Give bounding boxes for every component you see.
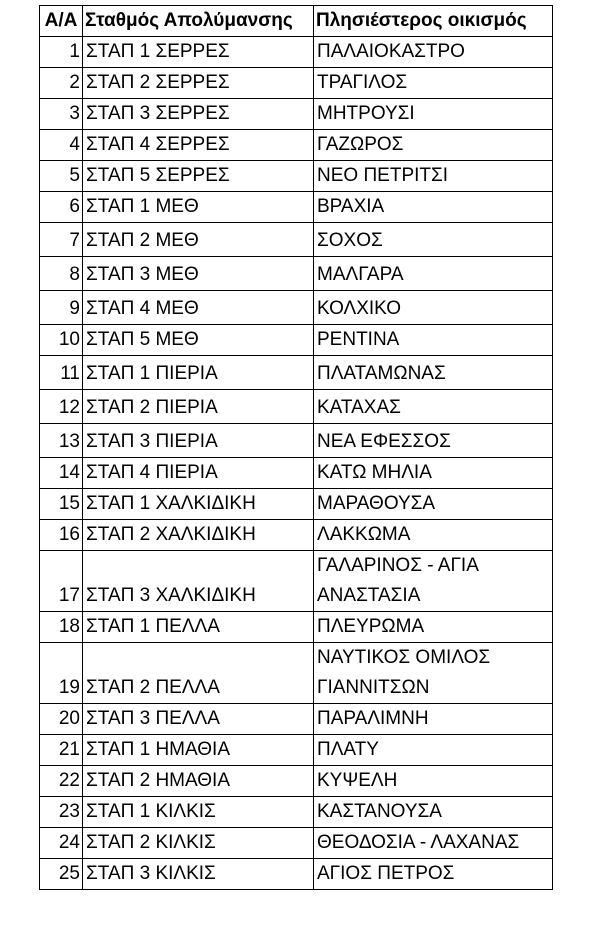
nearest-settlement: ΠΑΡΑΛΙΜΝΗ xyxy=(314,704,553,735)
row-number: 5 xyxy=(40,161,83,192)
nearest-settlement: ΚΑΤΑΧΑΣ xyxy=(314,390,553,424)
table-row xyxy=(40,390,553,424)
station-name: ΣΤΑΠ 5 ΣΕΡΡΕΣ xyxy=(83,161,314,192)
nearest-settlement: ΝΕΟ ΠΕΤΡΙΤΣΙ xyxy=(314,161,553,192)
station-name: ΣΤΑΠ 3 ΠΕΛΛΑ xyxy=(83,704,314,735)
station-name: ΣΤΑΠ 3 ΠΙΕΡΙΑ xyxy=(83,424,314,458)
nearest-settlement: ΘΕΟΔΟΣΙΑ - ΛΑΧΑΝΑΣ xyxy=(314,828,553,859)
table-row xyxy=(40,325,553,356)
table-row xyxy=(40,551,553,612)
nearest-settlement: ΠΛΑΤΥ xyxy=(314,735,553,766)
table-row xyxy=(40,520,553,551)
table-row xyxy=(40,859,553,890)
nearest-settlement: ΝΑΥΤΙΚΟΣ ΟΜΙΛΟΣ ΓΙΑΝΝΙΤΣΩΝ xyxy=(314,643,553,704)
nearest-settlement: ΤΡΑΓΙΛΟΣ xyxy=(314,68,553,99)
nearest-settlement: ΑΓΙΟΣ ΠΕΤΡΟΣ xyxy=(314,859,553,890)
nearest-settlement: ΚΥΨΕΛΗ xyxy=(314,766,553,797)
row-number: 9 xyxy=(40,291,83,325)
nearest-settlement: ΝΕΑ ΕΦΕΣΣΟΣ xyxy=(314,424,553,458)
station-name: ΣΤΑΠ 1 ΧΑΛΚΙΔΙΚΗ xyxy=(83,489,314,520)
station-name: ΣΤΑΠ 1 ΠΙΕΡΙΑ xyxy=(83,356,314,390)
station-name: ΣΤΑΠ 1 ΣΕΡΡΕΣ xyxy=(83,37,314,68)
nearest-settlement: ΜΑΡΑΘΟΥΣΑ xyxy=(314,489,553,520)
table-row xyxy=(40,612,553,643)
table-row xyxy=(40,99,553,130)
table-row xyxy=(40,68,553,99)
nearest-settlement: ΜΗΤΡΟΥΣΙ xyxy=(314,99,553,130)
nearest-settlement: ΛΑΚΚΩΜΑ xyxy=(314,520,553,551)
table-row xyxy=(40,704,553,735)
station-name: ΣΤΑΠ 2 ΗΜΑΘΙΑ xyxy=(83,766,314,797)
table-row xyxy=(40,489,553,520)
table-row xyxy=(40,257,553,291)
nearest-settlement: ΓΑΖΩΡΟΣ xyxy=(314,130,553,161)
row-number: 16 xyxy=(40,520,83,551)
row-number: 1 xyxy=(40,37,83,68)
row-number: 23 xyxy=(40,797,83,828)
row-number: 24 xyxy=(40,828,83,859)
row-number: 22 xyxy=(40,766,83,797)
station-name: ΣΤΑΠ 2 ΠΕΛΛΑ xyxy=(83,643,314,704)
station-name: ΣΤΑΠ 3 ΜΕΘ xyxy=(83,257,314,291)
station-name: ΣΤΑΠ 3 ΧΑΛΚΙΔΙΚΗ xyxy=(83,551,314,612)
table-row xyxy=(40,161,553,192)
nearest-settlement: ΡΕΝΤΙΝΑ xyxy=(314,325,553,356)
nearest-settlement: ΚΑΣΤΑΝΟΥΣΑ xyxy=(314,797,553,828)
nearest-settlement: ΜΑΛΓΑΡΑ xyxy=(314,257,553,291)
nearest-settlement: ΣΟΧΟΣ xyxy=(314,223,553,257)
row-number: 12 xyxy=(40,390,83,424)
table-row xyxy=(40,291,553,325)
row-number: 10 xyxy=(40,325,83,356)
table-row xyxy=(40,130,553,161)
row-number: 14 xyxy=(40,458,83,489)
row-number: 25 xyxy=(40,859,83,890)
station-name: ΣΤΑΠ 5 ΜΕΘ xyxy=(83,325,314,356)
station-name: ΣΤΑΠ 2 ΠΙΕΡΙΑ xyxy=(83,390,314,424)
station-name: ΣΤΑΠ 4 ΠΙΕΡΙΑ xyxy=(83,458,314,489)
row-number: 13 xyxy=(40,424,83,458)
table-row xyxy=(40,37,553,68)
row-number: 3 xyxy=(40,99,83,130)
row-number: 17 xyxy=(40,551,83,612)
nearest-settlement: ΠΛΕΥΡΩΜΑ xyxy=(314,612,553,643)
nearest-settlement: ΠΑΛΑΙΟΚΑΣΤΡΟ xyxy=(314,37,553,68)
table-header-row xyxy=(40,6,553,37)
nearest-settlement: ΓΑΛΑΡΙΝΟΣ - ΑΓΙΑ ΑΝΑΣΤΑΣΙΑ xyxy=(314,551,553,612)
station-name: ΣΤΑΠ 1 ΚΙΛΚΙΣ xyxy=(83,797,314,828)
header-station: Σταθμός Απολύμανσης xyxy=(83,6,314,37)
station-name: ΣΤΑΠ 4 ΣΕΡΡΕΣ xyxy=(83,130,314,161)
table-body xyxy=(40,37,553,890)
nearest-settlement: ΚΟΛΧΙΚΟ xyxy=(314,291,553,325)
nearest-settlement: ΒΡΑΧΙΑ xyxy=(314,192,553,223)
table-row xyxy=(40,828,553,859)
table-row xyxy=(40,192,553,223)
row-number: 15 xyxy=(40,489,83,520)
header-number: Α/Α xyxy=(40,6,83,37)
row-number: 18 xyxy=(40,612,83,643)
table-row xyxy=(40,766,553,797)
table-row xyxy=(40,643,553,704)
station-name: ΣΤΑΠ 2 ΣΕΡΡΕΣ xyxy=(83,68,314,99)
row-number: 19 xyxy=(40,643,83,704)
row-number: 7 xyxy=(40,223,83,257)
table-row xyxy=(40,424,553,458)
nearest-settlement: ΚΑΤΩ ΜΗΛΙΑ xyxy=(314,458,553,489)
station-name: ΣΤΑΠ 2 ΚΙΛΚΙΣ xyxy=(83,828,314,859)
station-name: ΣΤΑΠ 3 ΣΕΡΡΕΣ xyxy=(83,99,314,130)
disinfection-stations-table xyxy=(39,5,553,890)
nearest-settlement: ΠΛΑΤΑΜΩΝΑΣ xyxy=(314,356,553,390)
station-name: ΣΤΑΠ 2 ΧΑΛΚΙΔΙΚΗ xyxy=(83,520,314,551)
station-name: ΣΤΑΠ 1 ΜΕΘ xyxy=(83,192,314,223)
row-number: 11 xyxy=(40,356,83,390)
header-settlement: Πλησιέστερος οικισμός xyxy=(314,6,553,37)
row-number: 6 xyxy=(40,192,83,223)
row-number: 2 xyxy=(40,68,83,99)
station-name: ΣΤΑΠ 3 ΚΙΛΚΙΣ xyxy=(83,859,314,890)
row-number: 4 xyxy=(40,130,83,161)
station-name: ΣΤΑΠ 1 ΗΜΑΘΙΑ xyxy=(83,735,314,766)
station-name: ΣΤΑΠ 4 ΜΕΘ xyxy=(83,291,314,325)
table-row xyxy=(40,458,553,489)
station-name: ΣΤΑΠ 1 ΠΕΛΛΑ xyxy=(83,612,314,643)
row-number: 20 xyxy=(40,704,83,735)
table-row xyxy=(40,797,553,828)
row-number: 8 xyxy=(40,257,83,291)
table-row xyxy=(40,735,553,766)
table-row xyxy=(40,356,553,390)
station-name: ΣΤΑΠ 2 ΜΕΘ xyxy=(83,223,314,257)
table-row xyxy=(40,223,553,257)
row-number: 21 xyxy=(40,735,83,766)
